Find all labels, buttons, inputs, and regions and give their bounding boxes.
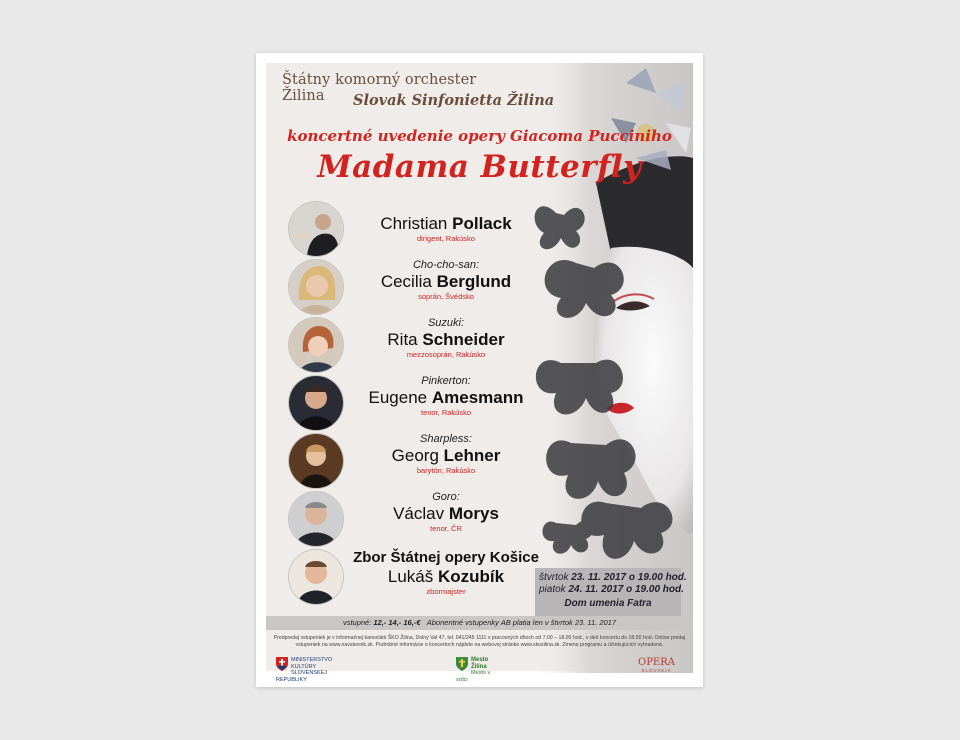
orchestra-name: Štátny komorný orchester Žilina	[282, 72, 477, 104]
tenor2-photo	[288, 491, 344, 547]
price-bar: vstupné: 12,- 14,- 16,-€ Abonentné vstupenky AB platia len v štvrtok 23. 11. 2017	[266, 616, 693, 630]
cast-member	[286, 491, 546, 547]
tenor-photo	[288, 375, 344, 431]
role-label: Cho-cho-san:	[412, 259, 480, 271]
choir-entry	[286, 549, 546, 605]
performer-detail: soprán, Švédsko	[418, 292, 474, 301]
ministry-logo: MINISTERSTVO KULTÚRY SLOVENSKEJ REPUBLIKY	[276, 657, 333, 683]
ticket-info: Predpredaj vstupeniek je v informačnej kancelárii ŠKO Žilina, Dolný Val 47, tel. 041/245 1111 v pracovných dňoch od 7.00 – 18.00 hod., v deň koncertu do 18.50 hod. Online predaj vstupeniek na www.navstevnik.sk. Podrobné informácie o koncertoch nájdete na webovej stránke www.skozilina.sk. Zmena programu a účinkujúcich vyhradená.	[273, 635, 686, 648]
cast-member	[286, 201, 546, 257]
performer-name: Georg Lehner	[391, 446, 501, 465]
date-2: piatok 24. 11. 2017 o 19.00 hod.	[539, 584, 684, 595]
cast-member	[286, 433, 546, 489]
date-box	[535, 568, 687, 616]
chorus-master-name: Lukáš Kozubík	[387, 567, 505, 586]
performer-name: Rita Schneider	[387, 330, 505, 349]
cast-member	[286, 317, 546, 373]
role-label: Pinkerton:	[421, 375, 471, 387]
performer-detail: tenor, Rakúsko	[420, 408, 472, 417]
performer-detail: barytón, Rakúsko	[416, 466, 476, 475]
city-logo: Mesto Žilina Mesto v srdci	[456, 657, 491, 683]
opera-title: Madama Butterfly	[317, 149, 642, 185]
concert-poster	[256, 53, 703, 687]
performer-name: Cecilia Berglund	[380, 272, 512, 291]
orchestra-name-en: Slovak Sinfonietta Žilina	[353, 92, 555, 109]
cast-member	[286, 259, 546, 315]
date-1: štvrtok 23. 11. 2017 o 19.00 hod.	[539, 572, 687, 583]
performer-name: Václav Morys	[393, 504, 499, 523]
chorus-master-detail: zbormajster	[426, 587, 466, 596]
baritone-photo	[288, 433, 344, 489]
role-label: Suzuki:	[427, 317, 465, 329]
zilina-crest-icon	[456, 657, 468, 671]
soprano-photo	[288, 259, 344, 315]
role-label: Sharpless:	[420, 433, 472, 445]
mezzo-photo	[288, 317, 344, 373]
venue: Dom umenia Fatra	[564, 598, 652, 609]
opera-subtitle: koncertné uvedenie opery Giacoma Pucciniho	[287, 127, 672, 145]
performer-detail: dirigent, Rakúsko	[417, 234, 475, 243]
role-label: Goro:	[432, 491, 460, 503]
role-label	[346, 201, 546, 214]
opera-slovakia-logo: OPERA SLOVAKIA	[638, 657, 675, 673]
conductor-photo	[288, 201, 344, 257]
sponsor-footer	[266, 657, 693, 681]
performer-name: Eugene Amesmann	[368, 388, 524, 407]
chorus-master-photo	[288, 549, 344, 605]
performer-name: Christian Pollack	[380, 214, 512, 233]
choir-name: Zbor Štátnej opery Košice	[353, 549, 539, 566]
slovak-emblem-icon	[276, 657, 288, 671]
performer-detail: tenor, ČR	[430, 524, 462, 533]
cast-member	[286, 375, 546, 431]
performer-detail: mezzosoprán, Rakúsko	[406, 350, 486, 359]
